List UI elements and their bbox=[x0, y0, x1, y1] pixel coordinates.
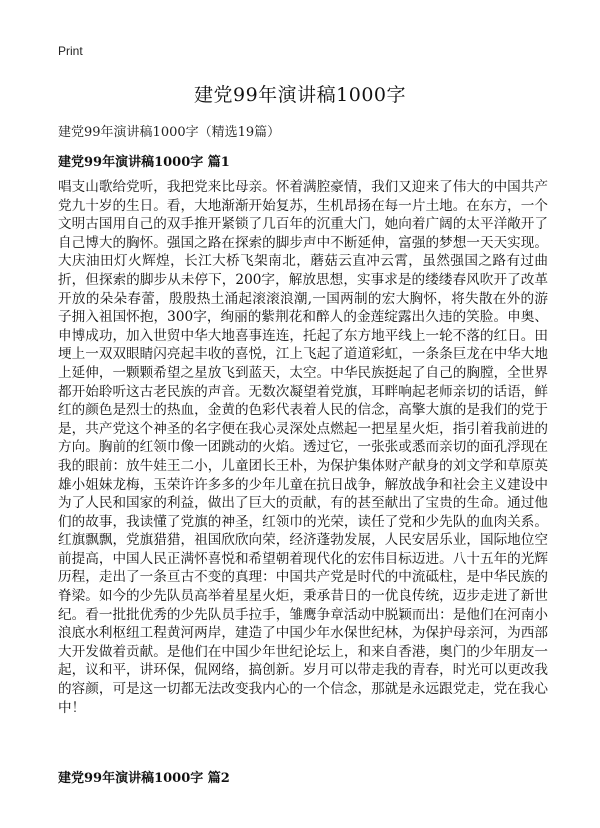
section-heading-2: 建党99年演讲稿1000字 篇2 bbox=[58, 771, 230, 786]
page-title: 建党99年演讲稿1000字 bbox=[193, 84, 407, 106]
section-heading-1: 建党99年演讲稿1000字 篇1 bbox=[58, 155, 230, 170]
document-subtitle: 建党99年演讲稿1000字（精选19篇） bbox=[58, 125, 281, 140]
print-link[interactable]: Print bbox=[58, 44, 83, 58]
section-body-1: 唱支山歌给党听，我把党来比母亲。怀着满腔豪情，我们又迎来了伟大的中国共产党九十岁的生日。看，大地渐渐开始复苏，生机昂扬在每一片土地。在东方，一个文明古国用自己的双手推开紧锁了几百年的沉重大门，她向着广阔的太平洋敞开了自己博大的胸怀。强国之路在探索的脚步声中不断延伸，富强的梦想一天天实现。大庆油田灯火辉煌，长江大桥飞架南北，蘑菇云直冲云霄，虽然强国之路有过曲折，但探索的脚步从未停下，200字，解放思想，实事求是的缕缕春风吹开了改革开放的朵朵春蕾，殷殷热土涌起滚滚浪潮,一国两制的宏大胸怀，将失散在外的游子拥入祖国怀抱，300字，绚丽的紫荆花和醉人的金莲绽露出久违的笑脸。申奥、申博成功，加入世贸中华大地喜事连连，托起了东方地平线上一轮不落的红日。田埂上一双双眼睛闪亮起丰收的喜悦，江上飞起了道道彩虹，一条条巨龙在中华大地上延伸，一颗颗希望之星放飞到蓝天，太空。中华民族挺起了自己的胸膛，全世界都开始聆听这古老民族的声音。无数次凝望着党旗，耳畔响起老师亲切的话语，鲜红的颜色是烈士的热血，金黄的色彩代表着人民的信念，高擎大旗的是我们的党于是，共产党这个神圣的名字便在我心灵深处点燃起一把星星火炬，指引着我前进的方向。胸前的红领巾像一团跳动的火焰。透过它，一张张或悉而亲切的面孔浮现在我的眼前：放牛娃王二小，儿童团长王朴，为保护集体财产献身的刘文学和草原英雄小姐妹龙梅，玉荣许许多多的少年儿童在抗日战争，解放战争和社会主义建设中为了人民和国家的利益，做出了巨大的贡献，有的甚至献出了宝贵的生命。通过他们的故事，我读懂了党旗的神圣，红领巾的光荣，读任了党和少先队的血肉关系。红旗飘飘，党旗猎猎，祖国欣欣向荣，经济蓬勃发展，人民安居乐业，国际地位空前提高，中国人民正满怀喜悦和希望朝着现代化的宏伟目标迈进。八十五年的光辉历程，走出了一条亘古不变的真理：中国共产党是时代的中流砥柱，是中华民族的脊梁。如今的少先队员高举着星星火炬，秉承昔日的一优良传统，迈步走进了新世纪。看一批批优秀的少先队员手拉手，雏鹰争章活动中脱颖而出：是他们在河南小浪底水利枢纽工程黄河两岸，建造了中国少年水保世纪林，为保护母亲河，为西部大开发做着贡献。是他们在中国少年世纪论坛上，和来自香港，奥门的少年朋友一起，议和平，讲环保，侃网络，搞创新。岁月可以带走我的青春，时光可以更改我的容颜，可是这一切都无法改变我内心的一个信念，那就是永远跟党走，党在我心中！ bbox=[58, 179, 548, 716]
